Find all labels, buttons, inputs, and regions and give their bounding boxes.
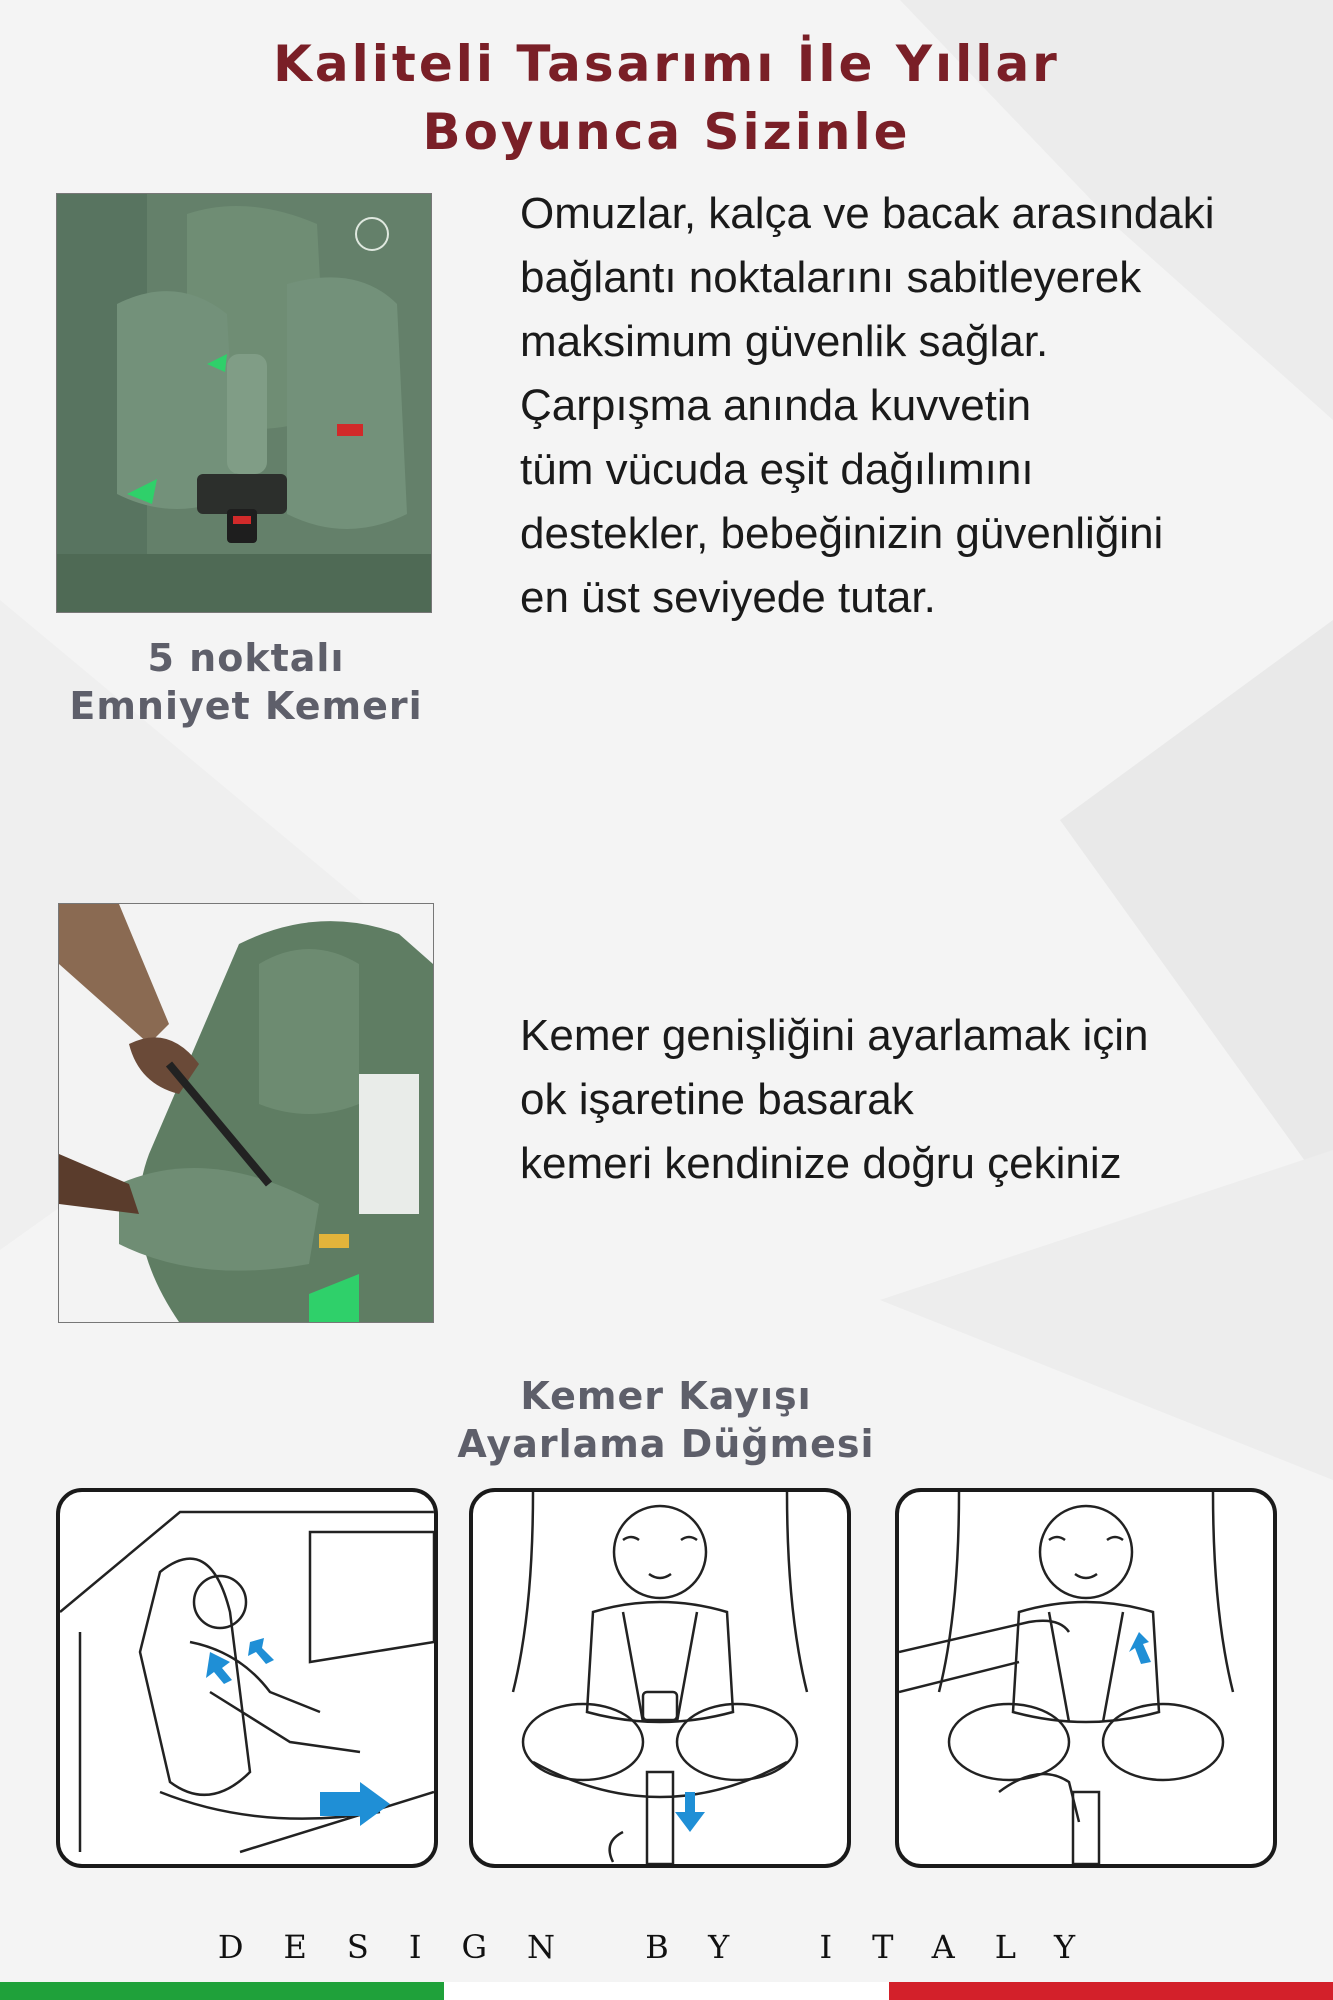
harness-text-line: tüm vücuda eşit dağılımını — [520, 445, 1034, 494]
title-line-2: Boyunca Sizinle — [422, 103, 911, 161]
harness-text-line: maksimum güvenlik sağlar. — [520, 317, 1049, 366]
harness-caption — [46, 634, 446, 730]
harness-description — [520, 182, 1215, 630]
flag-stripe-green — [0, 1982, 444, 2000]
harness-text-line: Çarpışma anında kuvvetin — [520, 381, 1032, 430]
harness-text-line: bağlantı noktalarını sabitleyerek — [520, 253, 1142, 302]
diagram-seat-side-view — [56, 1488, 438, 1868]
page-title — [0, 30, 1333, 166]
adjuster-caption-line-1: Kemer Kayışı — [520, 1374, 812, 1418]
flag-stripe-red — [889, 1982, 1333, 2000]
harness-caption-line-2: Emniyet Kemeri — [69, 684, 423, 728]
belt-text-line: kemeri kendinize doğru çekiniz — [520, 1139, 1122, 1188]
harness-text-line: Omuzlar, kalça ve bacak arasındaki — [520, 189, 1215, 238]
footer-design-by-italy: DESIGN BY ITALY — [217, 1928, 1116, 1966]
adjuster-caption — [366, 1372, 966, 1468]
harness-photo — [56, 193, 432, 613]
diagram-pull-strap-view — [895, 1488, 1277, 1868]
belt-text-line: ok işaretine basarak — [520, 1075, 914, 1124]
harness-text-line: destekler, bebeğinizin güvenliğini — [520, 509, 1164, 558]
adjuster-caption-line-2: Ayarlama Düğmesi — [457, 1422, 875, 1466]
belt-text-line: Kemer genişliğini ayarlamak için — [520, 1011, 1149, 1060]
title-line-1: Kaliteli Tasarımı İle Yıllar — [273, 35, 1060, 93]
flag-stripe-white — [444, 1982, 889, 2000]
diagram-child-front-view — [469, 1488, 851, 1868]
harness-caption-line-1: 5 noktalı — [147, 636, 345, 680]
belt-adjust-photo — [58, 903, 434, 1323]
belt-adjust-description — [520, 1004, 1148, 1196]
harness-text-line: en üst seviyede tutar. — [520, 573, 936, 622]
